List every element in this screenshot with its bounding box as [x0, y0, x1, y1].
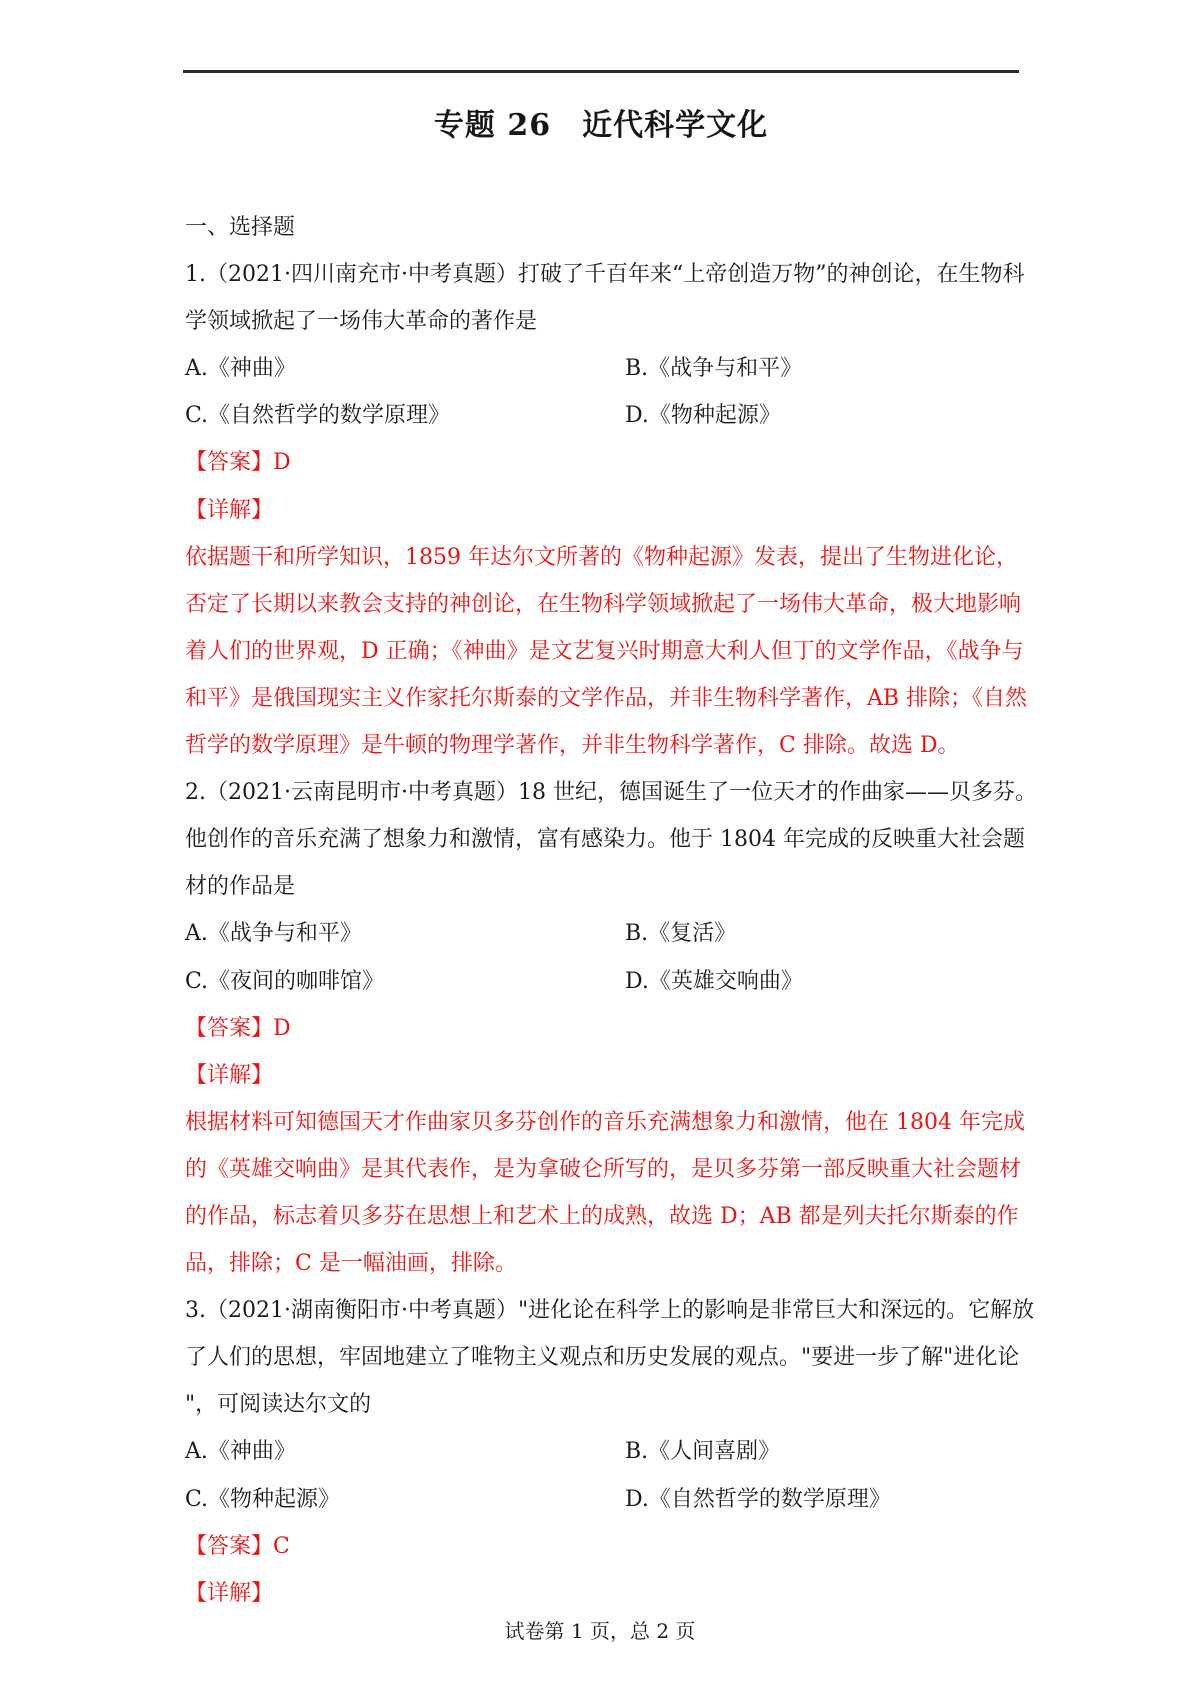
- question-2-answer-value: D: [273, 1015, 291, 1041]
- question-2-option-d: D.《英雄交响曲》: [625, 968, 803, 994]
- question-1-option-d: D.《物种起源》: [625, 403, 781, 429]
- question-3-stem-line-3: "，可阅读达尔文的: [185, 1392, 372, 1418]
- question-3-stem-line-2: 了人们的思想，牢固地建立了唯物主义观点和历史发展的观点。"要进一步了解"进化论: [185, 1345, 1020, 1371]
- question-1-explanation-line-1: 依据题干和所学知识，1859 年达尔文所著的《物种起源》发表，提出了生物进化论，: [185, 544, 1018, 570]
- question-1-explanation-line-3: 着人们的世界观，D 正确；《神曲》是文艺复兴时期意大利人但丁的文学作品，《战争与: [185, 638, 1024, 664]
- question-3-option-row-2: [185, 1476, 1018, 1523]
- question-2-option-row-1: [185, 910, 1018, 957]
- question-2-explanation-line-1: 根据材料可知德国天才作曲家贝多芬创作的音乐充满想象力和激情，他在 1804 年完成: [185, 1109, 1025, 1135]
- question-2-answer-line: [185, 1005, 1018, 1052]
- question-2-option-b: B.《复活》: [625, 921, 737, 947]
- question-1-option-a: A.《神曲》: [185, 356, 296, 382]
- section-heading: 一、选择题: [185, 215, 296, 240]
- question-2-explanation-line-3: 的作品，标志着贝多芬在思想上和艺术上的成熟，故选 D；AB 都是列夫托尔斯泰的作: [185, 1203, 1019, 1229]
- page-footer: 试卷第 1 页，总 2 页: [504, 1619, 696, 1643]
- question-2-detail-label: 【详解】: [185, 1062, 274, 1088]
- question-2-stem-line-3: 材的作品是: [185, 874, 296, 900]
- question-3-answer-value: C: [273, 1533, 290, 1559]
- question-1-answer-value: D: [273, 450, 291, 476]
- question-1-option-c: C.《自然哲学的数学原理》: [185, 403, 451, 429]
- question-3-option-d: D.《自然哲学的数学原理》: [625, 1486, 891, 1512]
- question-1-option-b: B.《战争与和平》: [625, 356, 803, 382]
- question-3-option-c: C.《物种起源》: [185, 1486, 341, 1512]
- question-1-explanation-line-5: 哲学的数学原理》是牛顿的物理学著作，并非生物科学著作，C 排除。故选 D。: [185, 733, 960, 759]
- header-rule: [183, 70, 1019, 73]
- question-1-option-row-1: [185, 345, 1018, 392]
- question-3-option-b: B.《人间喜剧》: [625, 1439, 781, 1465]
- document-body: [185, 204, 1037, 1617]
- question-1-explanation-line-4: 和平》是俄国现实主义作家托尔斯泰的文学作品，并非生物科学著作，AB 排除；《自然: [185, 685, 1028, 711]
- question-3-answer-label: 【答案】: [185, 1533, 274, 1559]
- question-1-answer-line: [185, 439, 1018, 486]
- question-2-option-c: C.《夜间的咖啡馆》: [185, 968, 385, 994]
- question-2-option-a: A.《战争与和平》: [185, 921, 362, 947]
- question-2-answer-label: 【答案】: [185, 1015, 274, 1041]
- question-2-option-row-2: [185, 958, 1018, 1005]
- question-2-explanation-line-2: 的《英雄交响曲》是其代表作，是为拿破仑所写的，是贝多芬第一部反映重大社会题材: [185, 1156, 1022, 1182]
- question-3-stem-line-1: 3.（2021·湖南衡阳市·中考真题）"进化论在科学上的影响是非常巨大和深远的。它解放: [185, 1298, 1035, 1324]
- question-3-detail-label: 【详解】: [185, 1580, 274, 1606]
- page-title: 专题 26 近代科学文化: [433, 108, 769, 143]
- question-3-option-row-1: [185, 1428, 1018, 1475]
- question-3-option-a: A.《神曲》: [185, 1439, 296, 1465]
- question-1-answer-label: 【答案】: [185, 450, 274, 476]
- question-2-explanation-line-4: 品，排除；C 是一幅油画，排除。: [185, 1251, 517, 1277]
- question-1-stem-line-1: 1.（2021·四川南充市·中考真题）打破了千百年来“上帝创造万物”的神创论，在生物科: [185, 262, 1025, 288]
- question-1-stem-line-2: 学领域掀起了一场伟大革命的著作是: [185, 309, 538, 335]
- question-1-option-row-2: [185, 392, 1018, 439]
- question-2-stem-line-1: 2.（2021·云南昆明市·中考真题）18 世纪，德国诞生了一位天才的作曲家——贝多芬。: [185, 780, 1037, 806]
- question-3-answer-line: [185, 1523, 1018, 1570]
- question-1-detail-label: 【详解】: [185, 497, 274, 523]
- question-2-stem-line-2: 他创作的音乐充满了想象力和激情，富有感染力。他于 1804 年完成的反映重大社会题: [185, 827, 1025, 853]
- question-1-explanation-line-2: 否定了长期以来教会支持的神创论，在生物科学领域掀起了一场伟大革命，极大地影响: [185, 591, 1022, 617]
